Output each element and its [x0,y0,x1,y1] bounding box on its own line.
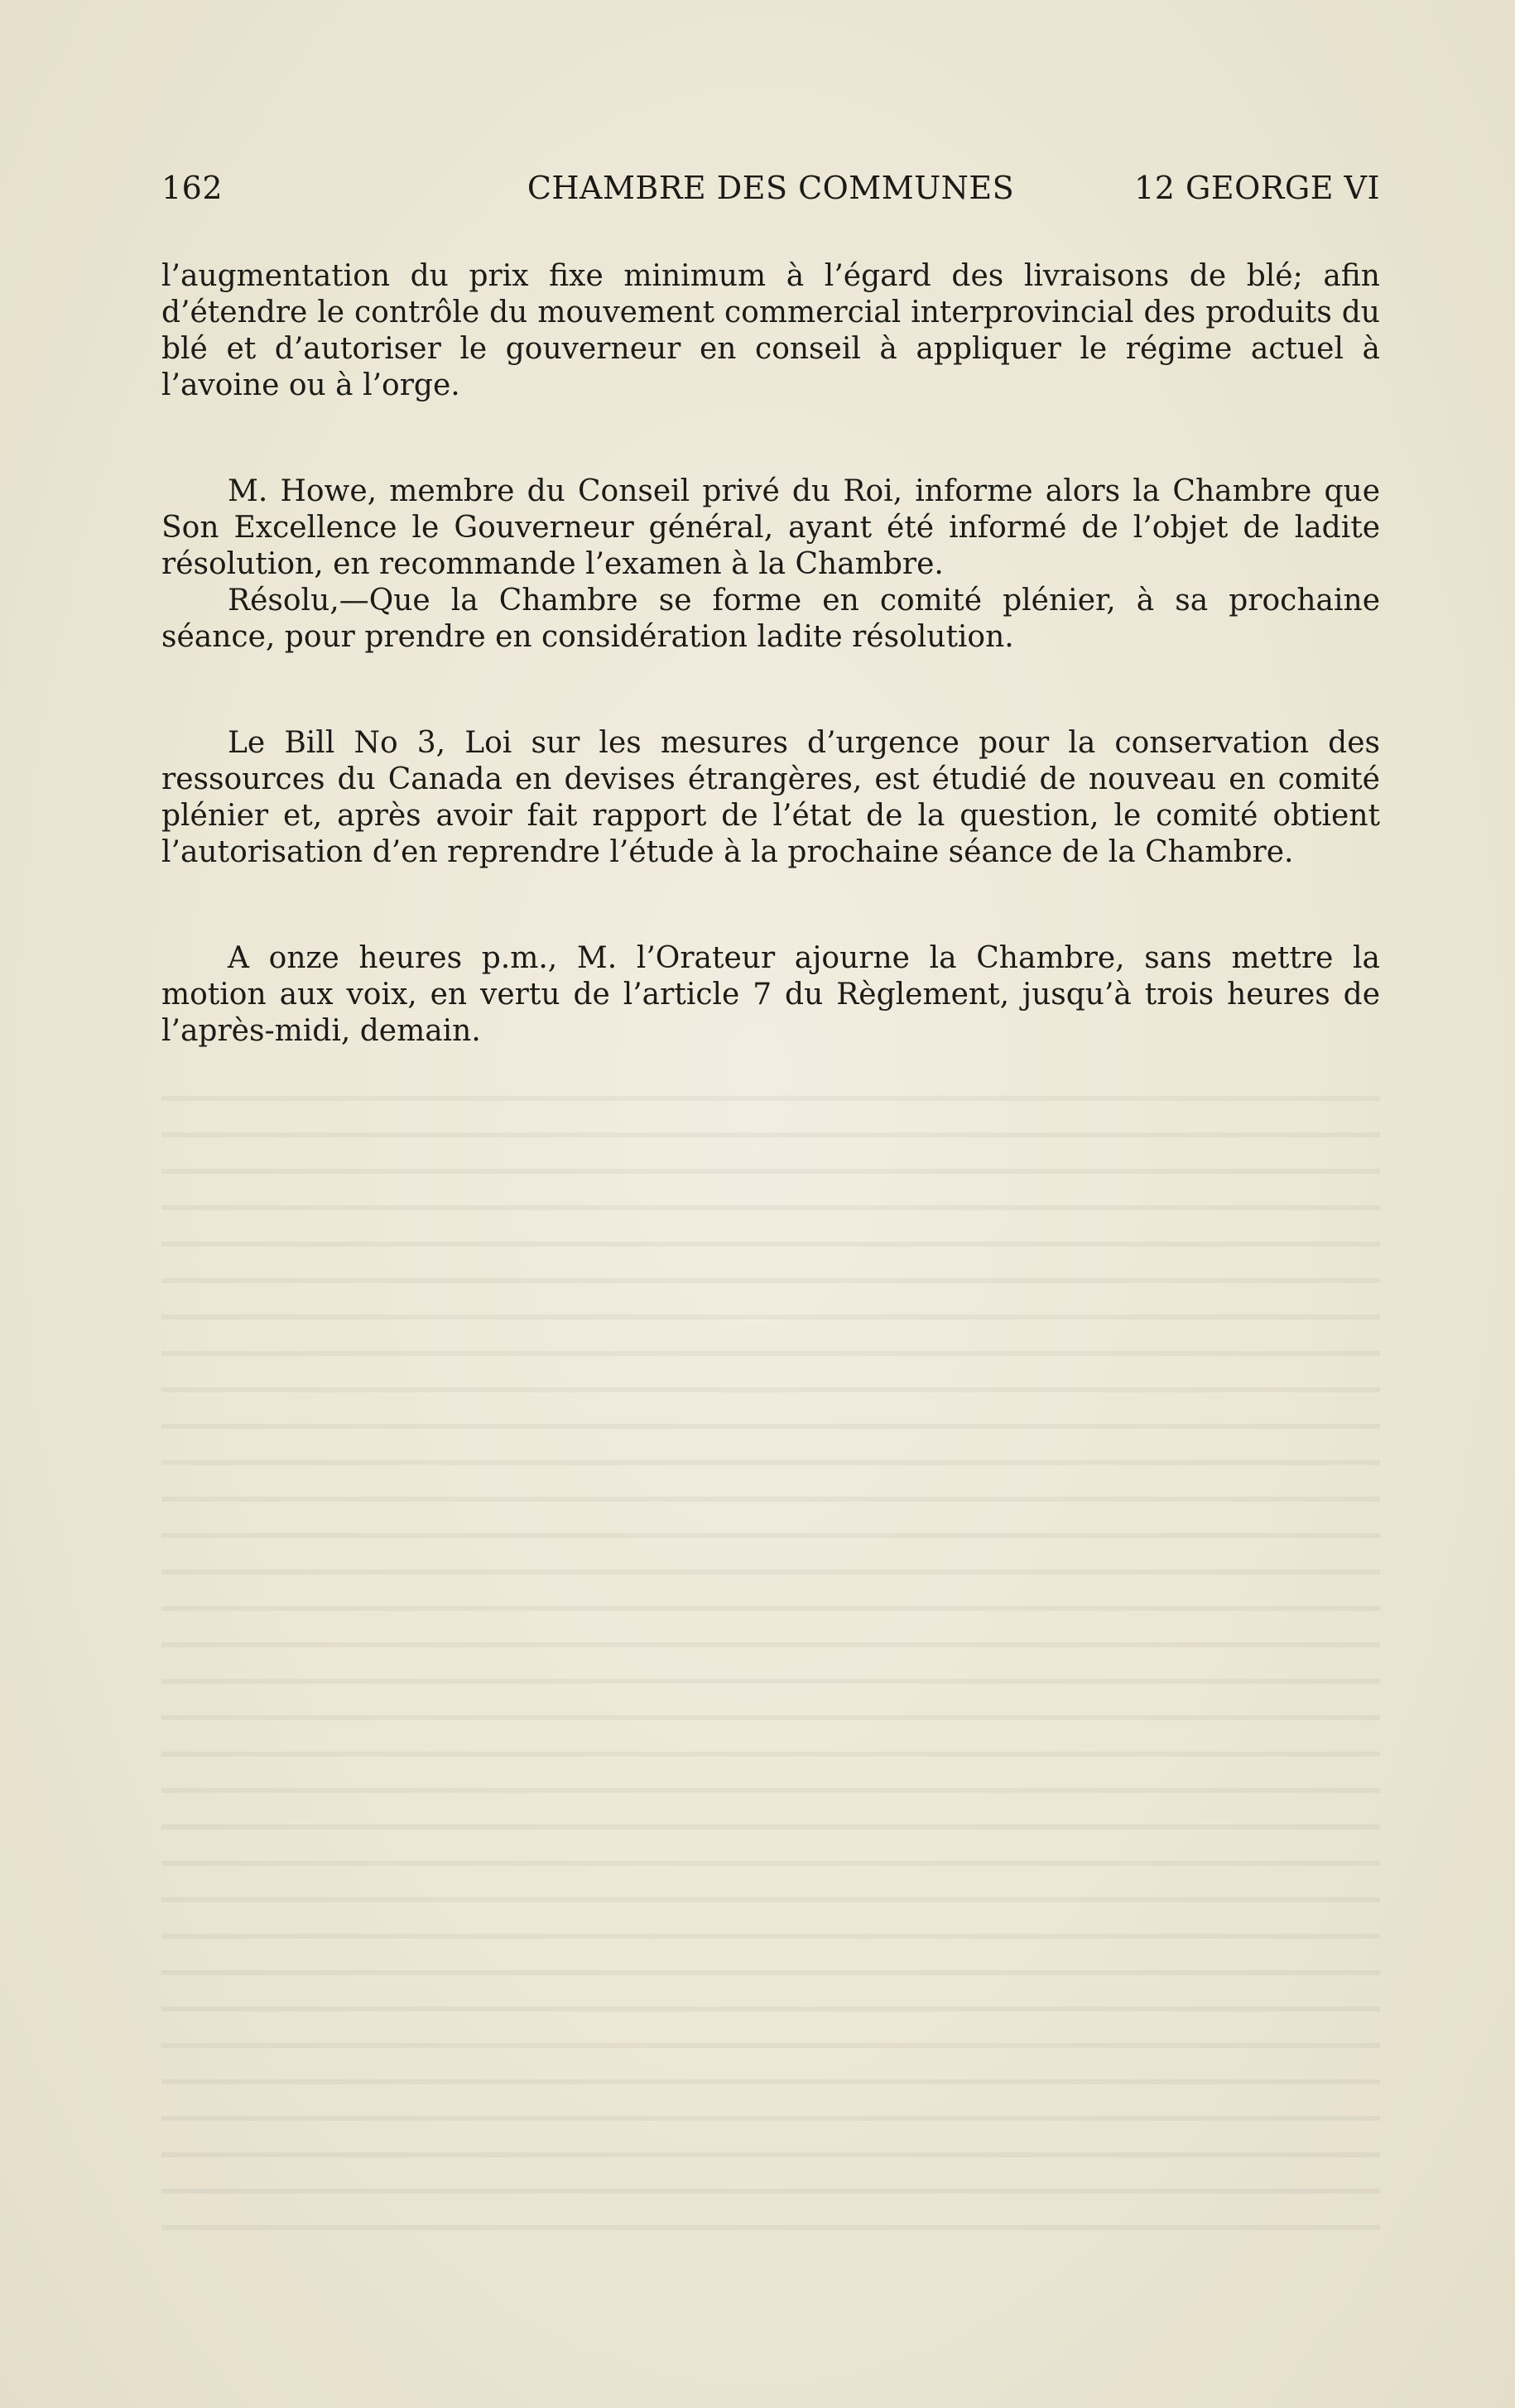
paragraph-howe-recommendation: M. Howe, membre du Conseil privé du Roi, informe alors la Chambre que Son Excellence le Gouverneur général, ayant été informé de l’objet de ladite résolution, en recommande l’examen à la Chambre. [161,474,1380,581]
paragraph-resolved: Résolu,—Que la Chambre se forme en comité plénier, à sa prochaine séance, pour prendre en considération ladite résolution. [161,584,1380,654]
running-header [161,170,1380,216]
session-label: 12 GEORGE VI [1134,170,1380,206]
paragraph-continued-resolution: l’augmentation du prix fixe minimum à l’égard des livraisons de blé; afin d’étendre le contrôle du mouvement commercial interprovincial des produits du blé et d’autoriser le gouverneur en conseil à appliquer le régime actuel à l’avoine ou à l’orge. [161,259,1380,402]
page-number: 162 [161,170,224,206]
journal-title: CHAMBRE DES COMMUNES [527,170,1015,206]
paragraph-bill-3: Le Bill No 3, Loi sur les mesures d’urgence pour la conservation des ressources du Canada en devises étrangères, est étudié de nouveau en comité plénier et, après avoir fait rapport de l’état de la question, le comité obtient l’autorisation d’en reprendre l’étude à la prochaine séance de la Chambre. [161,726,1380,869]
paragraph-adjournment: A onze heures p.m., M. l’Orateur ajourne la Chambre, sans mettre la motion aux voix, en vertu de l’article 7 du Règlement, jusqu’à trois heures de l’après-midi, demain. [161,941,1380,1048]
document-body [161,258,1380,1050]
show-through-texture [161,1076,1380,2260]
